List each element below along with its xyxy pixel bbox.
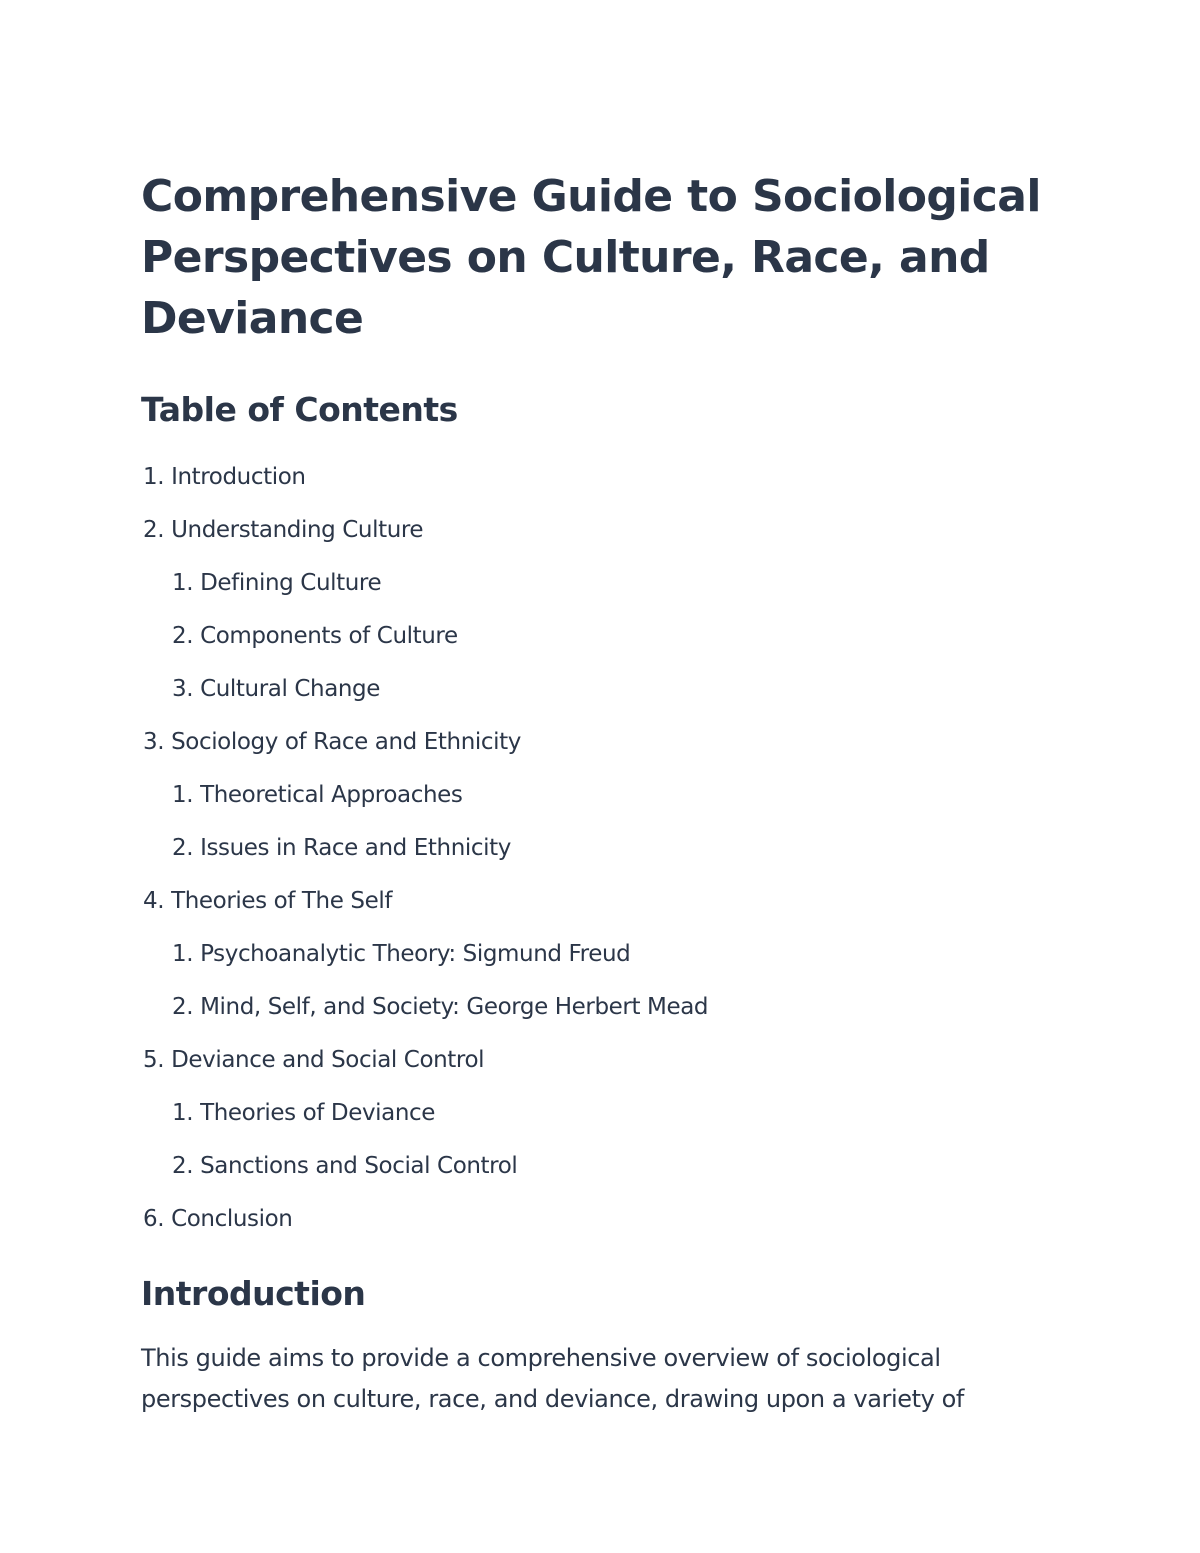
- introduction-paragraph: [141, 1338, 1021, 1420]
- toc-item-number: 2.: [172, 1153, 194, 1179]
- toc-item-number: 2.: [172, 623, 194, 649]
- toc-item[interactable]: [141, 1193, 1041, 1246]
- toc-item-label: Introduction: [171, 464, 306, 490]
- toc-heading: Table of Contents: [141, 390, 458, 429]
- introduction-text-line-1: This guide aims to provide a comprehensive overview of sociological: [141, 1344, 941, 1372]
- toc-item-label: Issues in Race and Ethnicity: [200, 835, 511, 861]
- toc-item-number: 2.: [143, 517, 165, 543]
- toc-item[interactable]: [141, 1087, 1041, 1140]
- toc-item-label: Theories of Deviance: [200, 1100, 436, 1126]
- toc-item[interactable]: [141, 822, 1041, 875]
- toc-item-label: Psychoanalytic Theory: Sigmund Freud: [200, 941, 631, 967]
- toc-item-number: 1.: [172, 1100, 194, 1126]
- toc-item-label: Theoretical Approaches: [200, 782, 463, 808]
- toc-item-number: 6.: [143, 1206, 165, 1232]
- toc-item-number: 2.: [172, 994, 194, 1020]
- toc-item[interactable]: [141, 557, 1041, 610]
- document-title: Comprehensive Guide to Sociological Perspectives on Culture, Race, and Deviance: [141, 171, 1041, 344]
- toc-item-number: 3.: [172, 676, 194, 702]
- toc-item-label: Sociology of Race and Ethnicity: [171, 729, 521, 755]
- toc-item[interactable]: [141, 716, 1041, 769]
- toc-item-label: Conclusion: [171, 1206, 293, 1232]
- toc-item[interactable]: [141, 1140, 1041, 1193]
- toc-item-number: 2.: [172, 835, 194, 861]
- toc-item[interactable]: [141, 504, 1041, 557]
- toc-item-label: Components of Culture: [200, 623, 458, 649]
- toc-item[interactable]: [141, 769, 1041, 822]
- toc-item[interactable]: [141, 875, 1041, 928]
- toc-item[interactable]: [141, 610, 1041, 663]
- toc-item[interactable]: [141, 451, 1041, 504]
- toc-item-label: Defining Culture: [200, 570, 382, 596]
- toc-item[interactable]: [141, 981, 1041, 1034]
- toc-item-label: Mind, Self, and Society: George Herbert Mead: [200, 994, 709, 1020]
- introduction-heading: Introduction: [141, 1274, 366, 1313]
- toc-item-label: Deviance and Social Control: [171, 1047, 485, 1073]
- toc-item-number: 1.: [172, 570, 194, 596]
- toc-item-label: Sanctions and Social Control: [200, 1153, 518, 1179]
- toc-item[interactable]: [141, 1034, 1041, 1087]
- table-of-contents: [141, 451, 1041, 1246]
- toc-item-number: 5.: [143, 1047, 165, 1073]
- toc-item[interactable]: [141, 663, 1041, 716]
- toc-item-label: Cultural Change: [200, 676, 381, 702]
- toc-item-label: Understanding Culture: [171, 517, 424, 543]
- document-page: [141, 166, 1041, 1420]
- toc-item-number: 1.: [172, 941, 194, 967]
- toc-item-number: 1.: [143, 464, 165, 490]
- toc-item-label: Theories of The Self: [171, 888, 393, 914]
- toc-item-number: 3.: [143, 729, 165, 755]
- toc-item-number: 4.: [143, 888, 165, 914]
- introduction-text-line-2: perspectives on culture, race, and deviance, drawing upon a variety of: [141, 1385, 964, 1413]
- toc-item[interactable]: [141, 928, 1041, 981]
- toc-item-number: 1.: [172, 782, 194, 808]
